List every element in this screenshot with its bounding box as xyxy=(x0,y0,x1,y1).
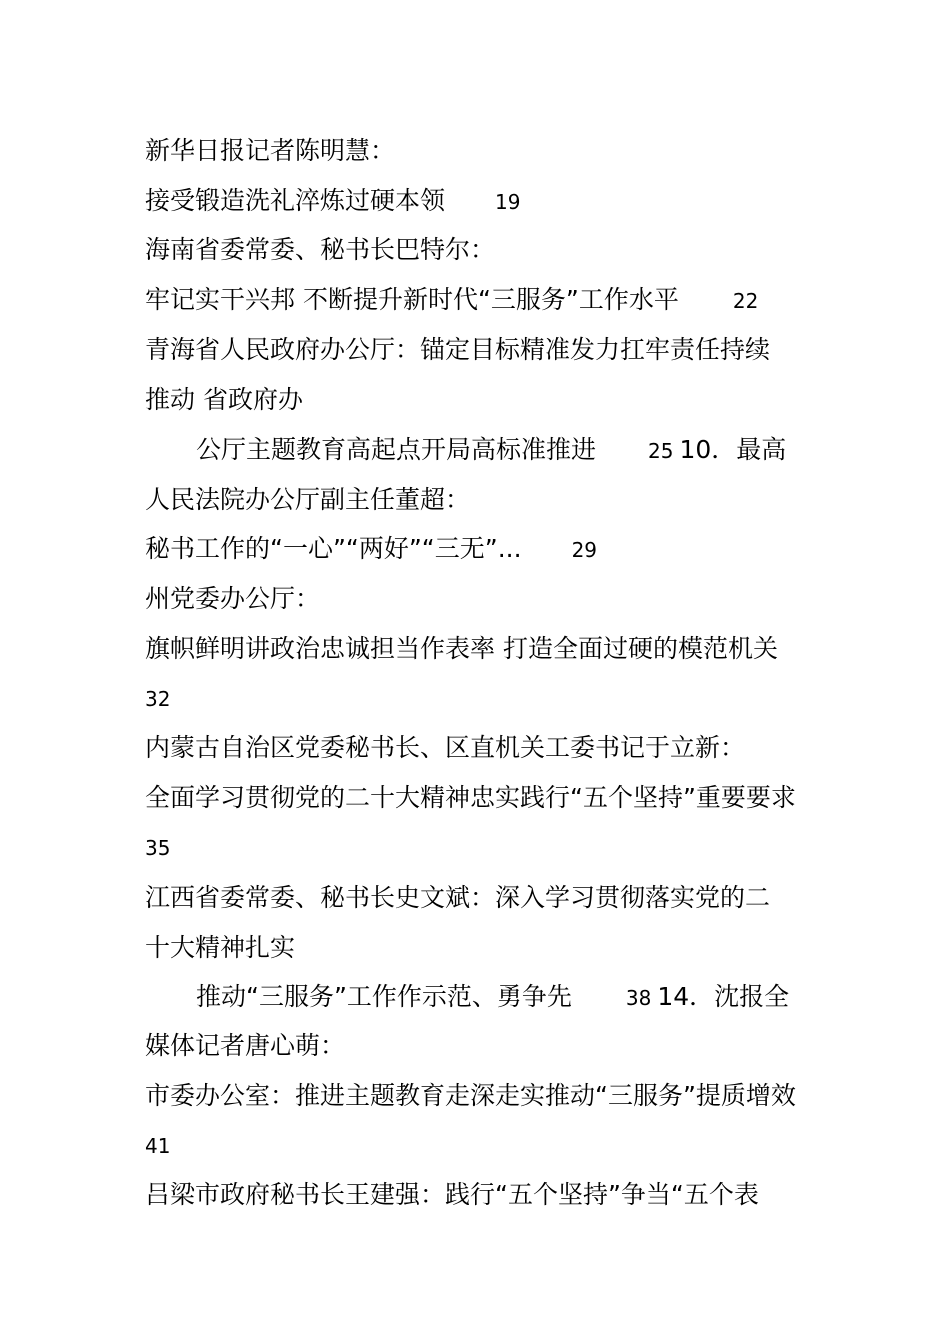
toc-text: 新华日报记者陈明慧： xyxy=(145,136,396,165)
toc-line xyxy=(145,475,470,525)
toc-line xyxy=(145,176,520,226)
toc-line xyxy=(145,773,796,823)
toc-line xyxy=(145,524,597,574)
toc-text: 青海省人民政府办公厅：锚定目标精准发力扛牢责任持续 xyxy=(145,335,771,364)
page-number: 29 xyxy=(571,538,598,562)
toc-text: 旗帜鲜明讲政治忠诚担当作表率 打造全面过硬的模范机关 xyxy=(145,634,778,663)
toc-text: 江西省委常委、秘书长史文斌：深入学习贯彻落实党的二 xyxy=(145,883,771,912)
page-number: 25 xyxy=(648,439,674,463)
toc-line xyxy=(145,225,495,275)
page-number: 22 xyxy=(732,289,759,313)
toc-line xyxy=(145,574,320,624)
toc-line xyxy=(196,972,789,1022)
toc-text: 媒体记者唐心萌： xyxy=(145,1031,346,1060)
toc-text: 接受锻造洗礼淬炼过硬本领 xyxy=(145,186,446,215)
toc-line xyxy=(145,873,770,923)
toc-text: 全面学习贯彻党的二十大精神忠实践行“五个坚持”重要要求 xyxy=(145,783,796,812)
toc-line xyxy=(145,1021,345,1071)
toc-line xyxy=(145,723,745,773)
toc-text-continued: 10．最高 xyxy=(679,435,787,464)
page-number: 19 xyxy=(495,190,521,214)
toc-text: 州党委办公厅： xyxy=(145,584,321,613)
toc-text: 推动 省政府办 xyxy=(145,385,303,414)
toc-line xyxy=(145,822,170,872)
toc-line xyxy=(145,275,758,325)
toc-text: 秘书工作的“一心”“两好”“三无”... xyxy=(145,534,522,563)
toc-line xyxy=(145,923,295,973)
page-number: 41 xyxy=(145,1134,171,1158)
toc-line xyxy=(145,126,395,176)
toc-line xyxy=(145,325,770,375)
toc-line xyxy=(196,425,786,475)
toc-line xyxy=(145,673,170,723)
toc-text: 人民法院办公厅副主任董超： xyxy=(145,485,471,514)
toc-line xyxy=(145,375,303,425)
toc-line xyxy=(145,1120,170,1170)
toc-text: 海南省委常委、秘书长巴特尔： xyxy=(145,235,496,264)
toc-text-continued: 14．沈报全 xyxy=(657,982,790,1011)
toc-text: 公厅主题教育高起点开局高标准推进 xyxy=(196,435,597,464)
toc-line xyxy=(145,1071,796,1121)
toc-text: 牢记实干兴邦 不断提升新时代“三服务”工作水平 xyxy=(145,285,679,314)
toc-line xyxy=(145,1170,759,1220)
toc-text: 内蒙古自治区党委秘书长、区直机关工委书记于立新： xyxy=(145,733,746,762)
toc-line xyxy=(145,624,778,674)
page-number: 32 xyxy=(145,687,171,711)
toc-text: 吕梁市政府秘书长王建强：践行“五个坚持”争当“五个表 xyxy=(145,1180,759,1209)
page-number: 35 xyxy=(145,836,171,860)
toc-text: 市委办公室：推进主题教育走深走实推动“三服务”提质增效 xyxy=(145,1081,796,1110)
page-number: 38 xyxy=(625,986,652,1010)
toc-text: 推动“三服务”工作作示范、勇争先 xyxy=(196,982,572,1011)
toc-text: 十大精神扎实 xyxy=(145,933,296,962)
